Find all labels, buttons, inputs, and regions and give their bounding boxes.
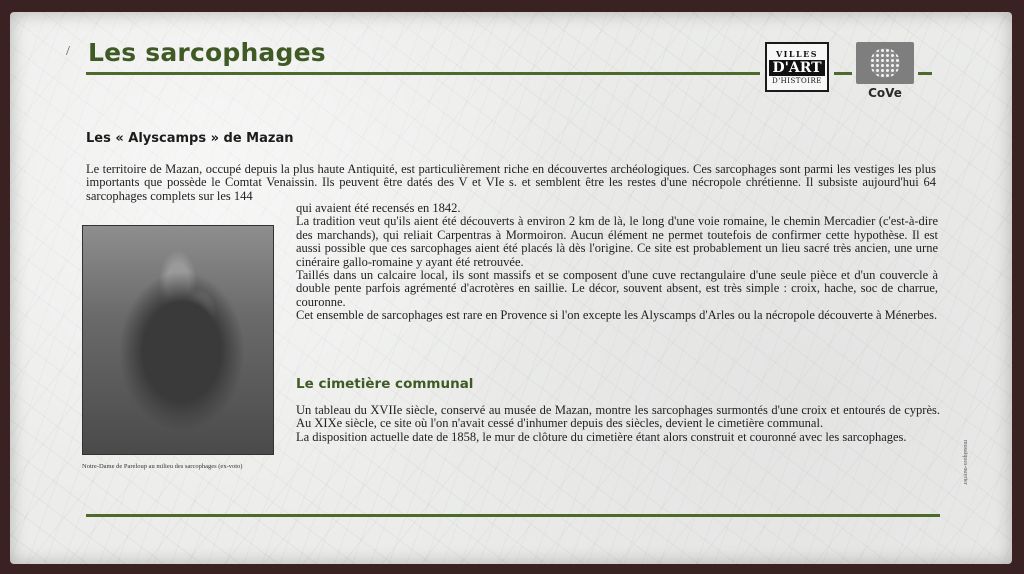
section-subtitle: Les « Alyscamps » de Mazan [86,131,294,146]
intro-paragraph [86,163,936,203]
paragraph: Un tableau du XVIIe siècle, conservé au musée de Mazan, montre les sarcophages surmontés d'une croix et entourés de cyprès. Au XIXe siècle, ce site où l'on n'avait cessé d'inhumer depuis des siècles, devient le cimetière communal. [296,403,940,431]
bottom-rule [86,514,940,517]
title-underline-segment [834,72,852,75]
paragraph: Taillés dans un calcaire local, ils sont massifs et se composent d'une cuve rectangulaire d'une seule pièce et d'un couvercle à double pente parfois agrémenté d'acrotères en saillie. Le décor, souvent absent, est très simple : croix, hache, soc de charrue, couronne. [296,268,938,309]
paragraph: qui avaient été recensés en 1842. [296,201,461,215]
intro-text: Le territoire de Mazan, occupé depuis la plus haute Antiquité, est particulièrement riche en découvertes archéologiques. Ces sarcophages sont parmi les vestiges les plus importants que possède le Comtat Venaissin. Ils peuvent être datés des V et VIe s. et semblent être les restes d'une nécropole chrétienne. Il subsiste aujourd'hui 64 sarcophages complets sur les 144 [86,162,936,203]
paragraph: La disposition actuelle date de 1858, le mur de clôture du cimetière étant alors construit et couronné avec les sarcophages. [296,429,907,444]
photo-caption: Notre-Dame de Pareloup au milieu des sarcophages (ex-voto) [82,463,243,470]
paragraph: La tradition veut qu'ils aient été découverts à environ 2 km de là, le long d'une voie romaine, le chemin Mercadier (c'est-à-dire des marchands), qui reliait Carpentras à Mormoiron. Aucun élément ne permet toutefois de confirmer cette hypothèse. Il est aussi possible que ces sarcophages aient été placés là dès l'origine. Ce site est probablement un lieu sacré très ancien, une urne cinéraire gallo-romaine y ayant été retrouvée. [296,214,938,269]
paragraph: Cet ensemble de sarcophages est rare en Provence si l'on excepte les Alyscamps d'Arles ou la nécropole découverte à Ménerbes. [296,308,938,323]
page-title: Les sarcophages [88,38,326,67]
cove-name: CoVe [868,86,902,100]
cemetery-section-title: Le cimetière communal [296,376,474,392]
scratch-mark: / [66,44,70,59]
cove-logo [856,42,914,100]
main-text-column [296,202,938,323]
villes-art-histoire-logo: VILLES D'ART D'HISTOIRE [765,42,829,92]
title-underline [86,72,760,75]
madonna-photo [82,225,274,455]
title-underline-segment [918,72,932,75]
cove-badge [856,42,914,84]
cemetery-text [296,404,940,444]
side-credit: mosaïques-ouvrier [962,440,968,485]
